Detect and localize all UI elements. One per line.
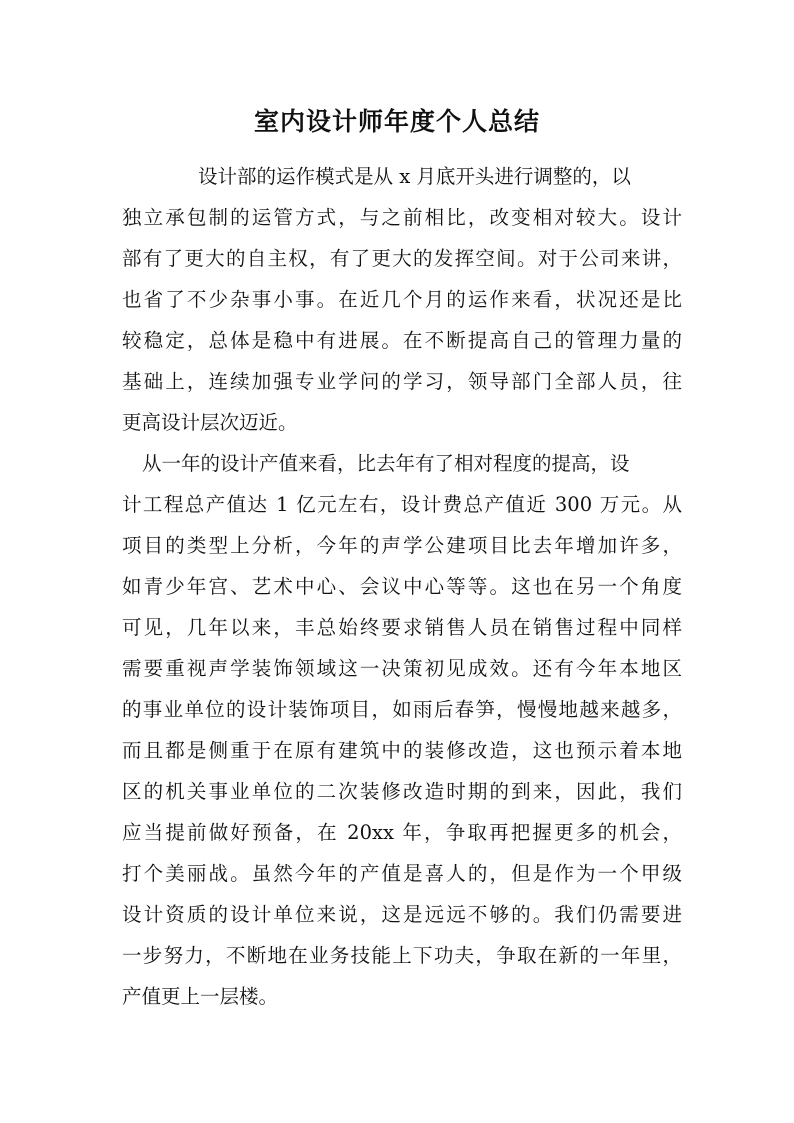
paragraph-1-line-1: 设计部的运作模式是从 x 月底开头进行调整的，以 — [198, 165, 631, 188]
document-title: 室内设计师年度个人总结 — [253, 107, 540, 136]
paragraph-1-line-7: 更高设计层次迈近。 — [122, 411, 298, 434]
paragraph-2-line-6: 需要重视声学装饰领域这一决策初见成效。还有今年本地区 — [122, 657, 682, 680]
paragraph-1-line-2: 独立承包制的运管方式，与之前相比，改变相对较大。设计 — [122, 206, 682, 229]
paragraph-2-line-8: 而且都是侧重于在原有建筑中的装修改造，这也预示着本地 — [122, 739, 682, 762]
paragraph-2-line-3: 项目的类型上分析，今年的声学公建项目比去年增加许多， — [122, 534, 682, 557]
paragraph-2-line-13: 一步努力，不断地在业务技能上下功夫，争取在新的一年里， — [122, 944, 682, 967]
paragraph-2-line-9: 区的机关事业单位的二次装修改造时期的到来，因此，我们 — [122, 780, 682, 803]
paragraph-2-line-7: 的事业单位的设计装饰项目，如雨后春笋，慢慢地越来越多， — [122, 698, 682, 721]
paragraph-2-line-10: 应当提前做好预备，在 20xx 年，争取再把握更多的机会， — [122, 821, 682, 844]
paragraph-2-line-11: 打个美丽战。虽然今年的产值是喜人的，但是作为一个甲级 — [122, 862, 682, 885]
paragraph-2-line-14: 产值更上一层楼。 — [122, 985, 279, 1008]
paragraph-1-line-3: 部有了更大的自主权，有了更大的发挥空间。对于公司来讲， — [122, 247, 682, 270]
paragraph-2-line-1: 从一年的设计产值来看，比去年有了相对程度的提高，设 — [142, 452, 630, 475]
paragraph-2-line-12: 设计资质的设计单位来说，这是远远不够的。我们仍需要进 — [122, 903, 682, 926]
paragraph-1-line-6: 基础上，连续加强专业学问的学习，领导部门全部人员，往 — [122, 370, 682, 393]
paragraph-1-line-4: 也省了不少杂事小事。在近几个月的运作来看，状况还是比 — [122, 288, 682, 311]
paragraph-2-line-2: 计工程总产值达 1 亿元左右，设计费总产值近 300 万元。从 — [122, 493, 682, 516]
paragraph-2-line-4: 如青少年宫、艺术中心、会议中心等等。这也在另一个角度 — [122, 575, 682, 598]
paragraph-1-line-5: 较稳定，总体是稳中有进展。在不断提高自己的管理力量的 — [122, 329, 682, 352]
paragraph-2-line-5: 可见，几年以来，丰总始终要求销售人员在销售过程中同样 — [122, 616, 682, 639]
